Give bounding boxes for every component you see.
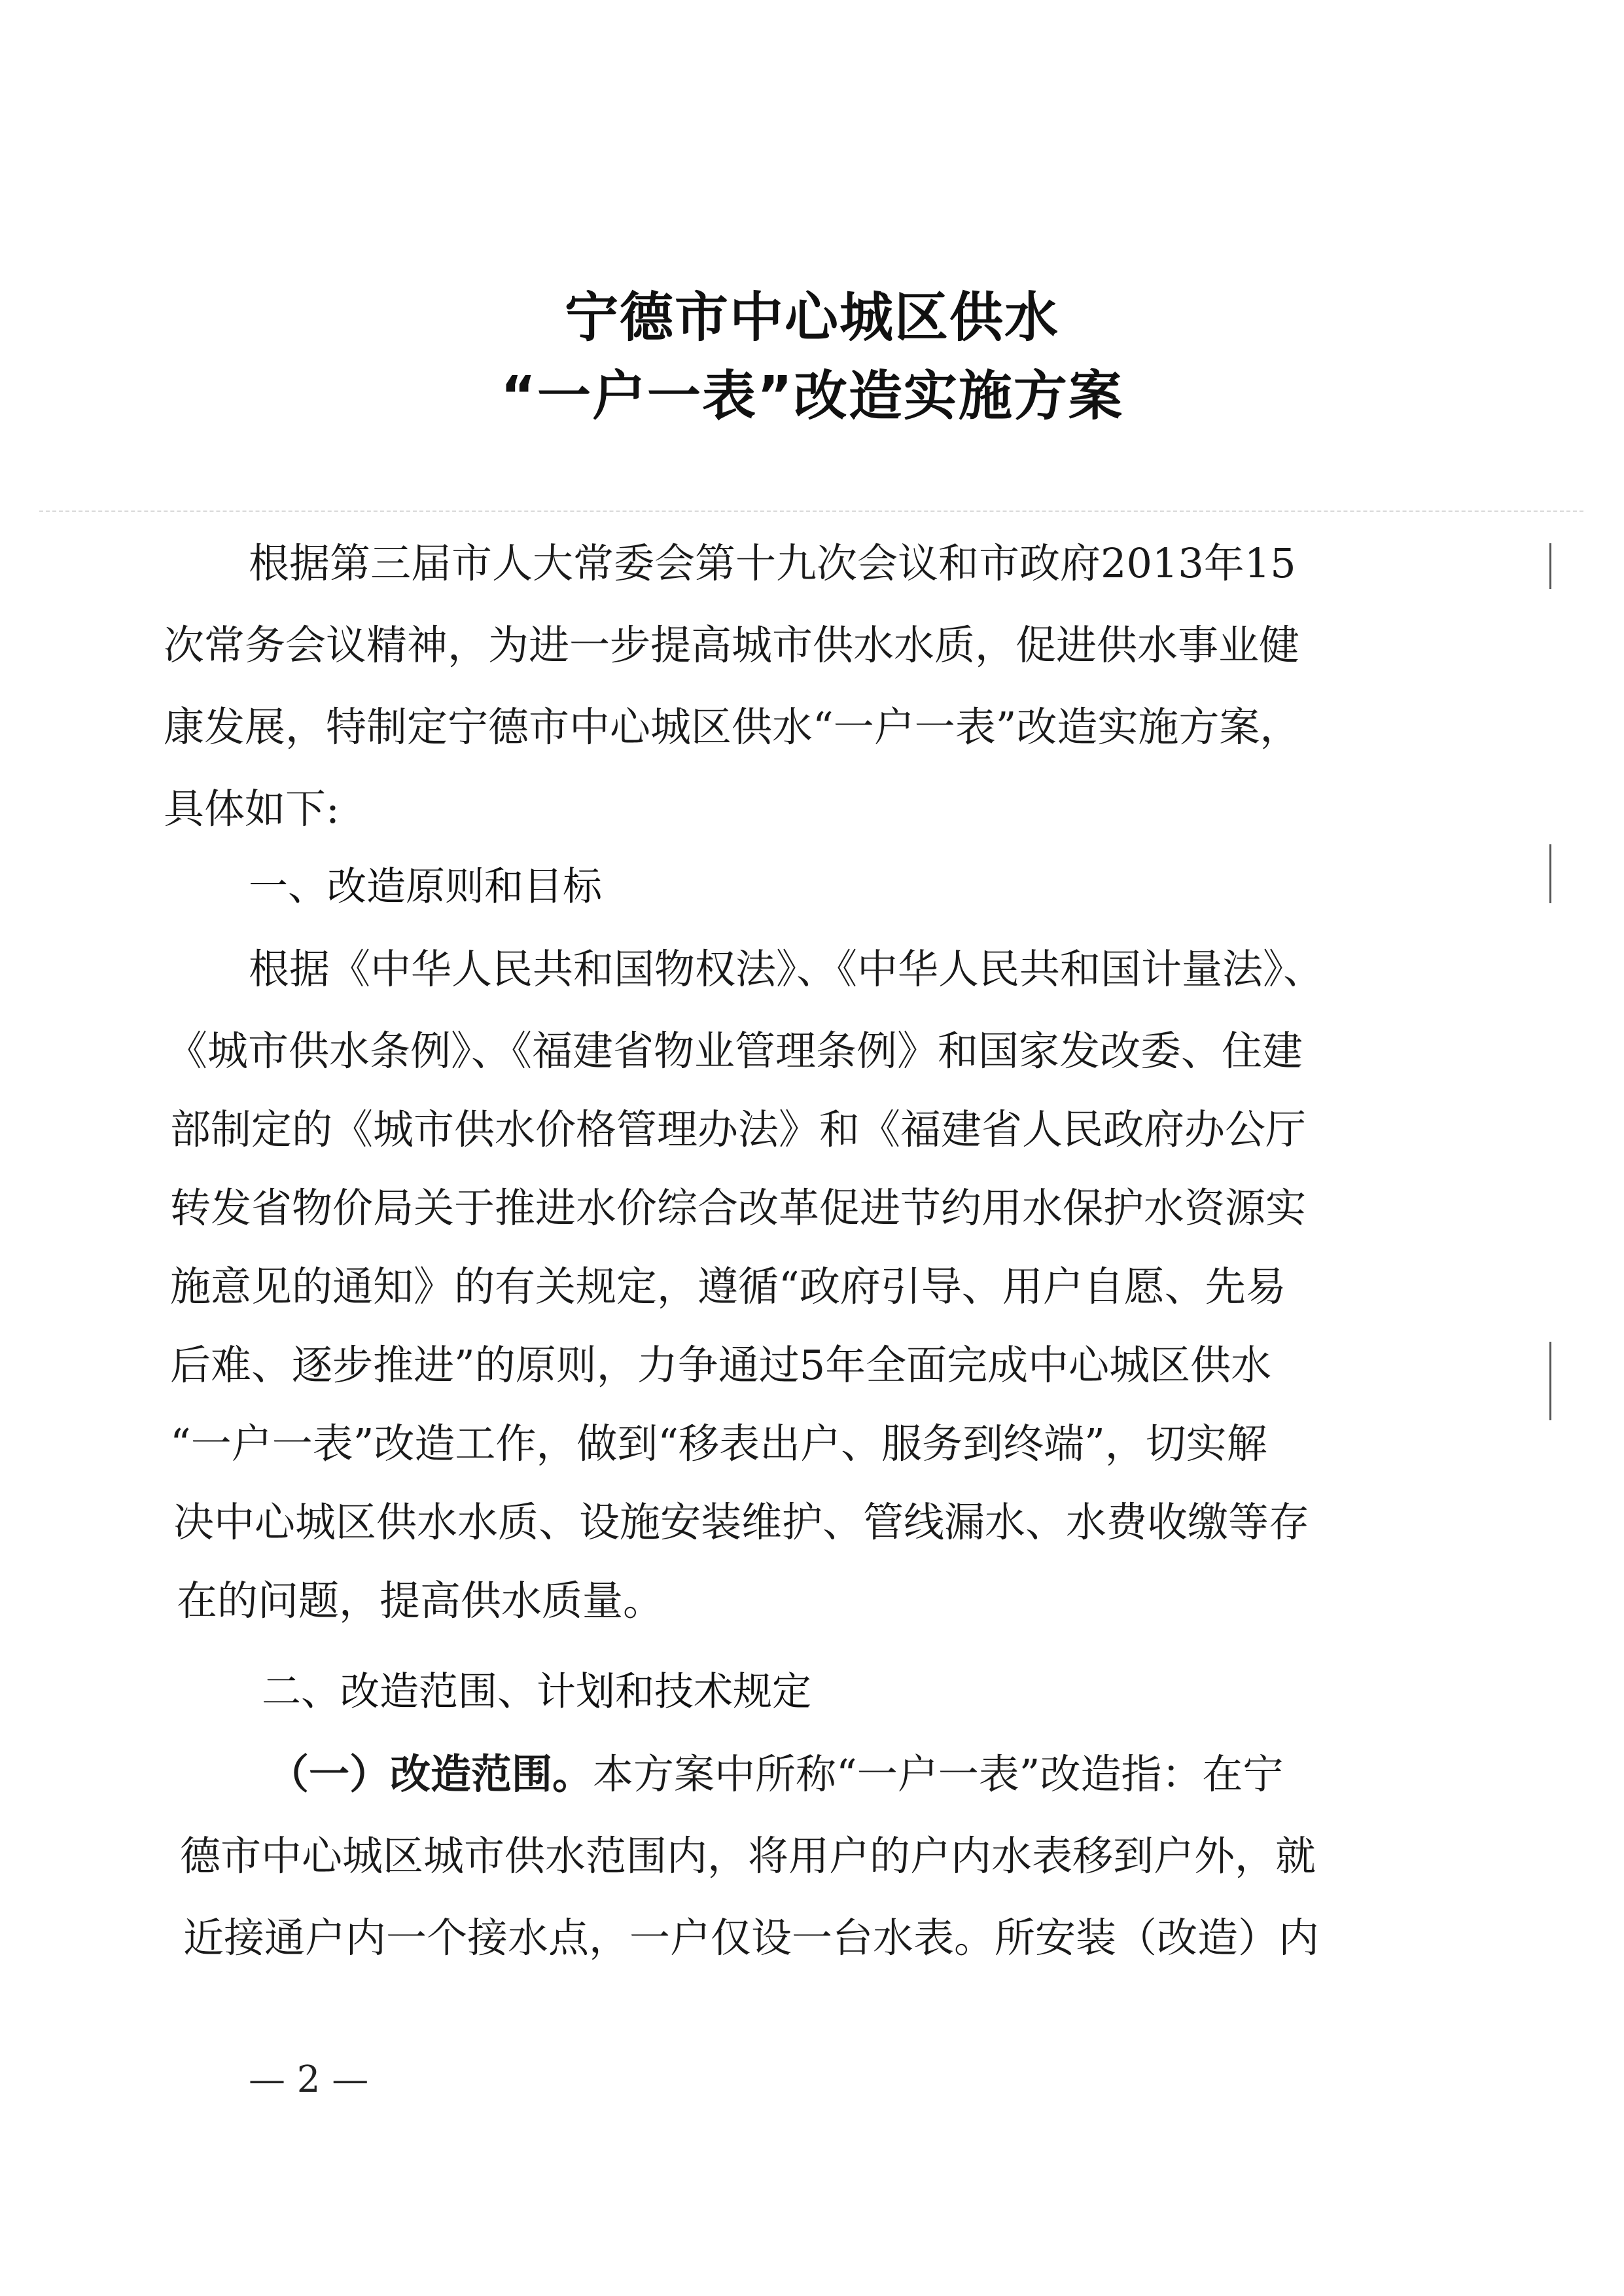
- scan-artifact-line: [39, 511, 1583, 512]
- section-1-line: 根据《中华人民共和国物权法》、《中华人民共和国计量法》、: [249, 945, 1324, 993]
- intro-line-1: 根据第三届市人大常委会第十九次会议和市政府2013年15: [249, 539, 1296, 587]
- section-1-line: 转发省物价局关于推进水价综合改革促进节约用水保护水资源实: [170, 1184, 1307, 1232]
- scan-artifact-mark: [1549, 844, 1551, 903]
- section-2-line-1: [268, 1750, 1284, 1798]
- intro-line-2: 次常务会议精神，为进一步提高城市供水水质，促进供水事业健: [164, 621, 1300, 669]
- section-1-line: 施意见的通知》的有关规定，遵循“政府引导、用户自愿、先易: [170, 1263, 1286, 1310]
- section-2-line: 近接通户内一个接水点，一户仅设一台水表。所安装（改造）内: [183, 1914, 1320, 1962]
- section-2-subheading: （一）改造范围。: [268, 1750, 593, 1798]
- intro-line-3: 康发展，特制定宁德市中心城区供水“一户一表”改造实施方案，: [164, 703, 1301, 751]
- section-2-heading: 二、改造范围、计划和技术规定: [262, 1669, 811, 1715]
- page-number: — 2 —: [249, 2058, 369, 2101]
- section-1-line: 在的问题，提高供水质量。: [177, 1577, 664, 1624]
- section-1-line: 《城市供水条例》、《福建省物业管理条例》和国家发改委、住建: [167, 1027, 1303, 1075]
- scan-artifact-mark: [1549, 543, 1551, 589]
- section-1-heading: 一、改造原则和目标: [249, 864, 602, 910]
- intro-line-4: 具体如下:: [164, 785, 340, 833]
- section-2-line: 德市中心城区城市供水范围内，将用户的户内水表移到户外，就: [180, 1832, 1316, 1880]
- section-1-line: “一户一表”改造工作，做到“移表出户、服务到终端”，切实解: [170, 1420, 1267, 1467]
- section-1-line: 后难、逐步推进”的原则，力争通过5年全面完成中心城区供水: [170, 1341, 1272, 1389]
- document-title-line-2: “一户一表”改造实施方案: [501, 365, 1123, 427]
- section-2-line-1-text: 本方案中所称“一户一表”改造指：在宁: [593, 1750, 1284, 1798]
- section-1-line: 部制定的《城市供水价格管理办法》和《福建省人民政府办公厅: [170, 1105, 1307, 1153]
- document-title-line-1: 宁德市中心城区供水: [564, 287, 1059, 349]
- scan-artifact-mark: [1549, 1342, 1551, 1420]
- section-1-line: 决中心城区供水水质、设施安装维护、管线漏水、水费收缴等存: [173, 1498, 1310, 1546]
